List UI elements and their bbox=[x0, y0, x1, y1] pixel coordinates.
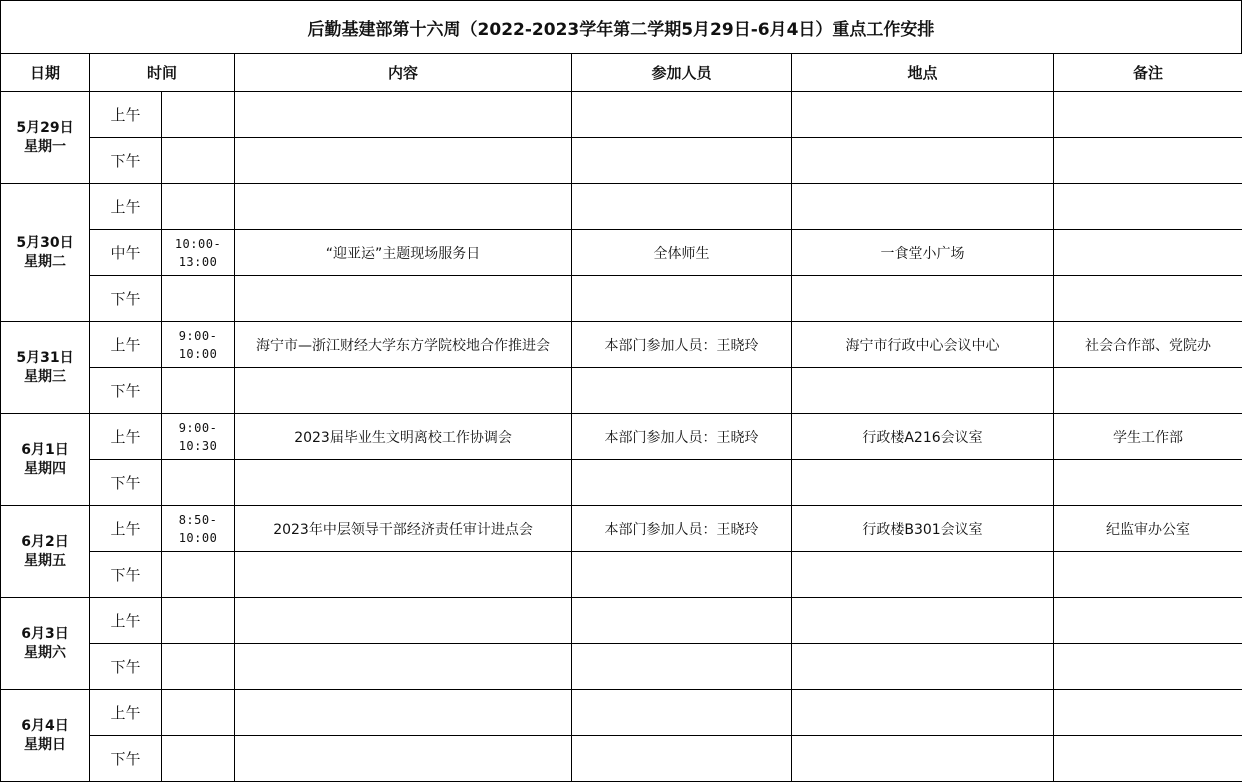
location-cell: 一食堂小广场 bbox=[792, 230, 1054, 276]
period-cell: 下午 bbox=[90, 644, 162, 690]
participants-cell bbox=[572, 552, 792, 598]
table-row bbox=[1, 276, 1242, 322]
page-title: 后勤基建部第十六周（2022-2023学年第二学期5月29日-6月4日）重点工作安排 bbox=[0, 0, 1242, 53]
period-cell: 下午 bbox=[90, 368, 162, 414]
date-label: 5月30日 bbox=[1, 234, 89, 253]
table-row bbox=[1, 184, 1242, 230]
weekday-label: 星期二 bbox=[1, 253, 89, 272]
date-cell bbox=[1, 414, 90, 506]
remarks-cell bbox=[1054, 460, 1242, 506]
period-cell: 下午 bbox=[90, 138, 162, 184]
time-cell bbox=[162, 368, 235, 414]
date-label: 6月2日 bbox=[1, 533, 89, 552]
content-cell bbox=[235, 690, 572, 736]
time-start: 9:00- bbox=[162, 327, 234, 345]
location-cell bbox=[792, 138, 1054, 184]
weekday-label: 星期六 bbox=[1, 644, 89, 663]
header-row bbox=[1, 54, 1242, 92]
date-cell bbox=[1, 598, 90, 690]
remarks-cell bbox=[1054, 230, 1242, 276]
remarks-cell bbox=[1054, 92, 1242, 138]
table-row bbox=[1, 322, 1242, 368]
date-cell bbox=[1, 322, 90, 414]
time-end: 10:00 bbox=[162, 345, 234, 363]
time-cell bbox=[162, 138, 235, 184]
remarks-cell bbox=[1054, 690, 1242, 736]
header-content: 内容 bbox=[235, 54, 572, 92]
date-label: 6月3日 bbox=[1, 625, 89, 644]
header-location: 地点 bbox=[792, 54, 1054, 92]
period-cell: 下午 bbox=[90, 552, 162, 598]
location-cell bbox=[792, 552, 1054, 598]
weekday-label: 星期三 bbox=[1, 368, 89, 387]
participants-cell bbox=[572, 736, 792, 782]
participants-cell bbox=[572, 184, 792, 230]
location-cell bbox=[792, 460, 1054, 506]
table-row bbox=[1, 414, 1242, 460]
weekday-label: 星期日 bbox=[1, 736, 89, 755]
time-cell bbox=[162, 690, 235, 736]
content-cell bbox=[235, 92, 572, 138]
participants-cell bbox=[572, 276, 792, 322]
content-cell: “迎亚运”主题现场服务日 bbox=[235, 230, 572, 276]
location-cell bbox=[792, 184, 1054, 230]
participants-cell bbox=[572, 460, 792, 506]
date-cell bbox=[1, 92, 90, 184]
location-cell bbox=[792, 690, 1054, 736]
header-remarks: 备注 bbox=[1054, 54, 1242, 92]
table-row bbox=[1, 690, 1242, 736]
time-end: 13:00 bbox=[162, 253, 234, 271]
participants-cell bbox=[572, 92, 792, 138]
location-cell: 行政楼B301会议室 bbox=[792, 506, 1054, 552]
content-cell bbox=[235, 644, 572, 690]
table-row bbox=[1, 736, 1242, 782]
content-cell bbox=[235, 138, 572, 184]
period-cell: 上午 bbox=[90, 184, 162, 230]
table-row bbox=[1, 368, 1242, 414]
time-cell bbox=[162, 92, 235, 138]
header-date: 日期 bbox=[1, 54, 90, 92]
date-cell bbox=[1, 184, 90, 322]
remarks-cell bbox=[1054, 736, 1242, 782]
table-row bbox=[1, 230, 1242, 276]
remarks-cell: 纪监审办公室 bbox=[1054, 506, 1242, 552]
location-cell bbox=[792, 368, 1054, 414]
period-cell: 下午 bbox=[90, 736, 162, 782]
remarks-cell bbox=[1054, 368, 1242, 414]
period-cell: 上午 bbox=[90, 690, 162, 736]
remarks-cell bbox=[1054, 276, 1242, 322]
content-cell bbox=[235, 736, 572, 782]
participants-cell: 本部门参加人员：王晓玲 bbox=[572, 322, 792, 368]
remarks-cell bbox=[1054, 644, 1242, 690]
participants-cell bbox=[572, 644, 792, 690]
participants-cell: 本部门参加人员：王晓玲 bbox=[572, 414, 792, 460]
participants-cell bbox=[572, 138, 792, 184]
content-cell bbox=[235, 368, 572, 414]
participants-cell bbox=[572, 598, 792, 644]
location-cell: 行政楼A216会议室 bbox=[792, 414, 1054, 460]
time-cell bbox=[162, 184, 235, 230]
period-cell: 上午 bbox=[90, 506, 162, 552]
location-cell bbox=[792, 92, 1054, 138]
time-cell bbox=[162, 598, 235, 644]
period-cell: 下午 bbox=[90, 276, 162, 322]
time-start: 9:00- bbox=[162, 419, 234, 437]
content-cell bbox=[235, 276, 572, 322]
time-cell bbox=[162, 736, 235, 782]
time-cell bbox=[162, 460, 235, 506]
time-start: 8:50- bbox=[162, 511, 234, 529]
remarks-cell bbox=[1054, 184, 1242, 230]
time-cell bbox=[162, 276, 235, 322]
content-cell bbox=[235, 552, 572, 598]
location-cell bbox=[792, 736, 1054, 782]
table-row bbox=[1, 552, 1242, 598]
date-label: 6月1日 bbox=[1, 441, 89, 460]
table-row bbox=[1, 598, 1242, 644]
remarks-cell bbox=[1054, 138, 1242, 184]
date-cell bbox=[1, 506, 90, 598]
remarks-cell: 学生工作部 bbox=[1054, 414, 1242, 460]
time-cell bbox=[162, 552, 235, 598]
table-row bbox=[1, 506, 1242, 552]
participants-cell: 全体师生 bbox=[572, 230, 792, 276]
content-cell bbox=[235, 184, 572, 230]
date-label: 5月31日 bbox=[1, 349, 89, 368]
time-start: 10:00- bbox=[162, 235, 234, 253]
period-cell: 上午 bbox=[90, 414, 162, 460]
location-cell bbox=[792, 644, 1054, 690]
content-cell bbox=[235, 598, 572, 644]
period-cell: 上午 bbox=[90, 322, 162, 368]
time-cell bbox=[162, 414, 235, 460]
content-cell: 2023届毕业生文明离校工作协调会 bbox=[235, 414, 572, 460]
table-row bbox=[1, 460, 1242, 506]
weekday-label: 星期四 bbox=[1, 460, 89, 479]
weekday-label: 星期五 bbox=[1, 552, 89, 571]
time-cell bbox=[162, 230, 235, 276]
schedule-body bbox=[1, 92, 1242, 782]
table-row bbox=[1, 138, 1242, 184]
time-cell bbox=[162, 322, 235, 368]
content-cell: 海宁市—浙江财经大学东方学院校地合作推进会 bbox=[235, 322, 572, 368]
participants-cell bbox=[572, 690, 792, 736]
remarks-cell bbox=[1054, 552, 1242, 598]
header-participants: 参加人员 bbox=[572, 54, 792, 92]
period-cell: 中午 bbox=[90, 230, 162, 276]
location-cell bbox=[792, 598, 1054, 644]
content-cell: 2023年中层领导干部经济责任审计进点会 bbox=[235, 506, 572, 552]
remarks-cell bbox=[1054, 598, 1242, 644]
location-cell: 海宁市行政中心会议中心 bbox=[792, 322, 1054, 368]
header-time: 时间 bbox=[90, 54, 235, 92]
period-cell: 上午 bbox=[90, 598, 162, 644]
time-cell bbox=[162, 506, 235, 552]
date-cell bbox=[1, 690, 90, 782]
table-row bbox=[1, 644, 1242, 690]
date-label: 5月29日 bbox=[1, 119, 89, 138]
content-cell bbox=[235, 460, 572, 506]
period-cell: 上午 bbox=[90, 92, 162, 138]
location-cell bbox=[792, 276, 1054, 322]
weekday-label: 星期一 bbox=[1, 138, 89, 157]
time-end: 10:30 bbox=[162, 437, 234, 455]
table-row bbox=[1, 92, 1242, 138]
schedule-table bbox=[0, 53, 1242, 782]
remarks-cell: 社会合作部、党院办 bbox=[1054, 322, 1242, 368]
time-cell bbox=[162, 644, 235, 690]
participants-cell bbox=[572, 368, 792, 414]
time-end: 10:00 bbox=[162, 529, 234, 547]
period-cell: 下午 bbox=[90, 460, 162, 506]
date-label: 6月4日 bbox=[1, 717, 89, 736]
participants-cell: 本部门参加人员：王晓玲 bbox=[572, 506, 792, 552]
